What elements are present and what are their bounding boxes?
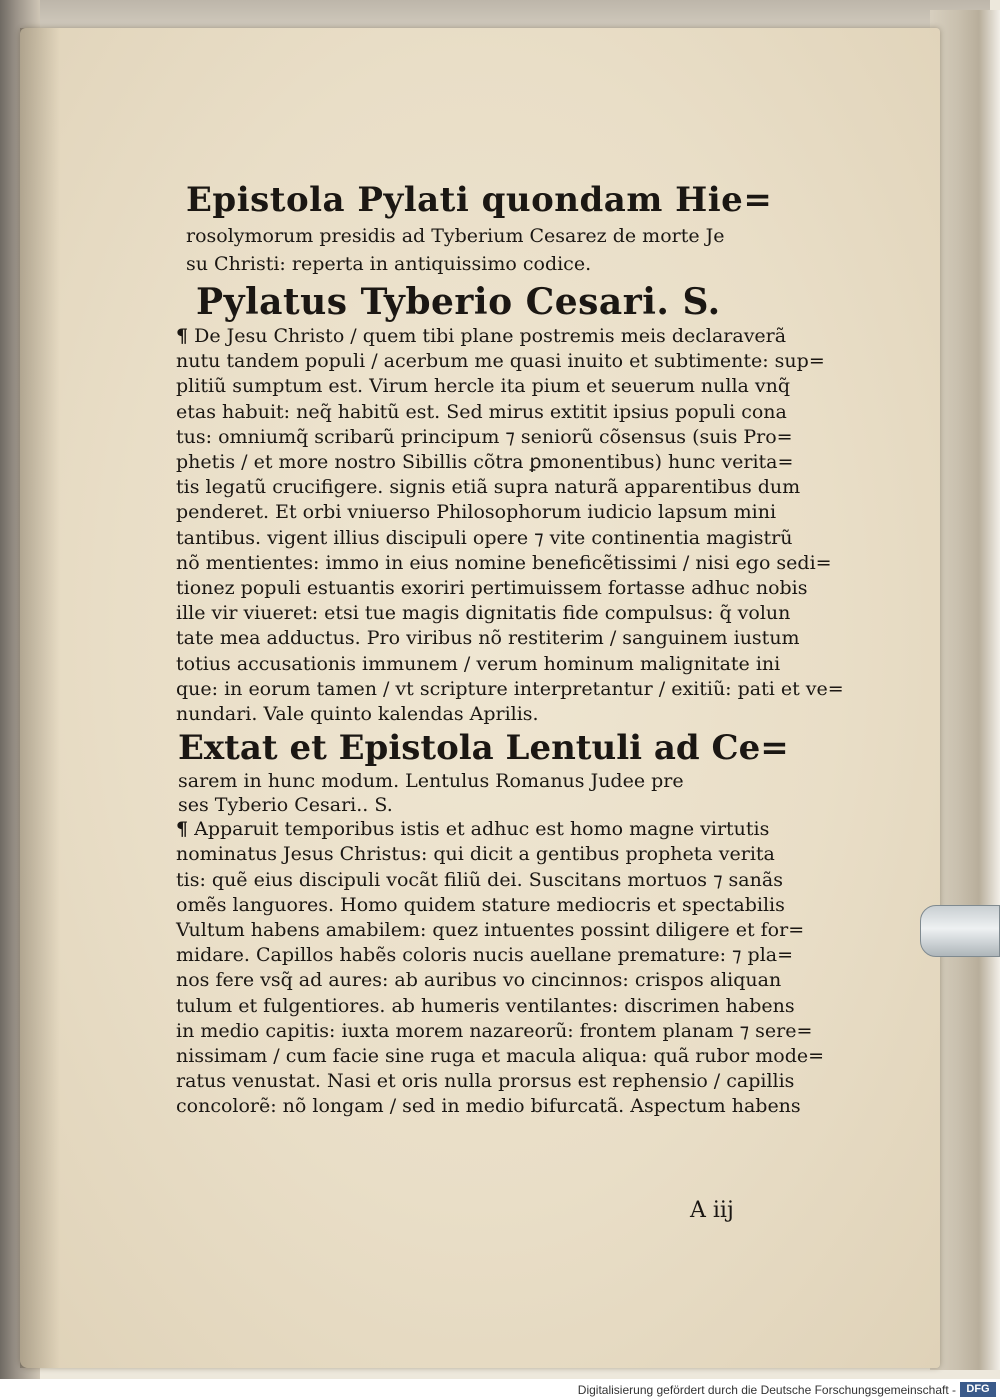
text-line bbox=[176, 576, 806, 601]
signature-mark: A iij bbox=[690, 1198, 734, 1223]
text-line bbox=[176, 400, 806, 425]
heading-lentulus-line-1: Extat et Epistola Lentuli ad Ce= bbox=[178, 728, 789, 769]
text-line-content: tate mea adductus. Pro viribus nõ restiterim / sanguinem iustum bbox=[176, 627, 800, 650]
text-line-content: nos fere vsq̃ ad aures: ab auribus vo cincinnos: crispos aliquan bbox=[176, 969, 782, 992]
letter-body-lentulus bbox=[146, 817, 825, 1119]
heading-lentulus-line-2: sarem in hunc modum. Lentulus Romanus Judee pre bbox=[178, 770, 684, 793]
text-line bbox=[176, 551, 832, 576]
text-line-content: tus: omniumq̃ scribarũ principum ⁊ seniorũ cõsensus (suis Pro= bbox=[176, 425, 793, 448]
text-line bbox=[176, 842, 806, 867]
text-line-content: penderet. Et orbi vniuerso Philosophorum iudicio lapsum mini bbox=[176, 501, 777, 524]
text-line-content: Apparuit temporibus istis et adhuc est homo magne virtutis bbox=[194, 818, 770, 841]
text-line-content: concolorẽ: nõ longam / sed in medio bifurcatã. Aspectum habens bbox=[176, 1095, 801, 1118]
text-line-content: nominatus Jesus Christus: qui dicit a gentibus propheta verita bbox=[176, 843, 775, 866]
dfg-logo: DFG bbox=[960, 1382, 996, 1397]
heading-lentulus-line-3: ses Tyberio Cesari.. S. bbox=[178, 794, 393, 817]
pilcrow-mark: ¶ bbox=[176, 818, 189, 841]
text-line-content: midare. Capillos habẽs coloris nucis auellane premature: ⁊ pla= bbox=[176, 944, 794, 967]
title-line-1: Epistola Pylati quondam Hie= bbox=[186, 180, 773, 220]
text-line bbox=[176, 1069, 806, 1094]
text-line-content: tantibus. vigent illius discipuli opere ⁊ vite continentia magistrũ bbox=[176, 526, 793, 549]
text-line bbox=[176, 677, 844, 702]
text-line-content: De Jesu Christo / quem tibi plane postremis meis declaraverã bbox=[194, 325, 787, 347]
title-line-2: rosolymorum presidis ad Tyberium Cesarez de morte Je bbox=[186, 225, 725, 247]
text-line-content: plitiũ sumptum est. Virum hercle ita pium et seuerum nulla vnq̃ bbox=[176, 375, 791, 398]
footer-credit: Digitalisierung gefördert durch die Deutsche Forschungsgemeinschaft - bbox=[577, 1383, 956, 1397]
text-line bbox=[176, 968, 806, 993]
title-line-3: su Christi: reperta in antiquissimo codice. bbox=[186, 253, 592, 275]
text-line bbox=[176, 626, 806, 651]
text-line-content: etas habuit: neq̃ habitũ est. Sed mirus extitit ipsius populi cona bbox=[176, 400, 787, 423]
text-line bbox=[176, 500, 806, 525]
text-line bbox=[176, 1094, 806, 1119]
text-line-content: tis: quẽ eius discipuli vocãt filiũ dei. Suscitans mortuos ⁊ sanãs bbox=[176, 868, 783, 891]
text-line-content: nõ mentientes: immo in eius nomine beneficẽtissimi / nisi ego sedi= bbox=[176, 551, 832, 574]
text-line bbox=[176, 652, 806, 677]
text-line bbox=[176, 349, 825, 374]
text-line-content: tis legatũ crucifigere. signis etiã supra naturã apparentibus dum bbox=[176, 476, 801, 499]
text-line bbox=[176, 868, 806, 893]
text-line bbox=[176, 918, 806, 943]
text-line-content: phetis / et more nostro Sibillis cõtra ꝑmonentibus) hunc verita= bbox=[176, 451, 794, 474]
footer-bar bbox=[0, 1379, 1000, 1399]
text-line-content: tionez populi estuantis exoriri pertimuissem fortasse adhuc nobis bbox=[176, 577, 808, 600]
text-line-content: ratus venustat. Nasi et oris nulla prorsus est rephensio / capillis bbox=[176, 1070, 795, 1093]
text-line-content: tulum et fulgentiores. ab humeris ventilantes: discrimen habens bbox=[176, 994, 795, 1017]
salutation-heading: Pylatus Tyberio Cesari. S. bbox=[196, 281, 721, 323]
text-line bbox=[176, 475, 806, 500]
text-line-content: ille vir viueret: etsi tue magis dignitatis fide compulsus: q̃ volun bbox=[176, 602, 791, 625]
text-line bbox=[176, 1044, 825, 1069]
letter-body-pilate bbox=[146, 324, 844, 727]
text-line bbox=[176, 601, 806, 626]
page-gutter-shadow bbox=[20, 28, 60, 1368]
text-line-content: que: in eorum tamen / vt scripture interpretantur / exitiũ: pati et ve= bbox=[176, 677, 844, 700]
text-line bbox=[176, 893, 806, 918]
text-line bbox=[176, 425, 806, 450]
page-text bbox=[146, 180, 844, 1120]
pilcrow-mark: ¶ bbox=[176, 325, 189, 347]
page-clip bbox=[920, 905, 1000, 957]
text-line bbox=[176, 374, 806, 399]
text-line bbox=[176, 526, 806, 551]
text-line-content: nissimam / cum facie sine ruga et macula aliqua: quã rubor mode= bbox=[176, 1045, 825, 1068]
text-line bbox=[176, 817, 806, 842]
text-line-content: totius accusationis immunem / verum hominum malignitate ini bbox=[176, 652, 781, 675]
text-line-content: nundari. Vale quinto kalendas Aprilis. bbox=[176, 703, 539, 726]
page-stack-right-edge bbox=[930, 10, 1000, 1370]
text-line bbox=[176, 450, 806, 475]
text-line-content: Vultum habens amabilem: quez intuentes possint diligere et for= bbox=[176, 919, 805, 942]
text-line bbox=[176, 994, 806, 1019]
text-line bbox=[176, 702, 806, 727]
text-line bbox=[176, 943, 806, 968]
text-line-content: in medio capitis: iuxta morem nazareorũ: frontem planam ⁊ sere= bbox=[176, 1019, 813, 1042]
text-line bbox=[176, 324, 806, 349]
text-line-content: omẽs languores. Homo quidem stature mediocris et spectabilis bbox=[176, 893, 785, 916]
text-line bbox=[176, 1019, 813, 1044]
text-line-content: nutu tandem populi / acerbum me quasi inuito et subtimente: sup= bbox=[176, 350, 825, 373]
